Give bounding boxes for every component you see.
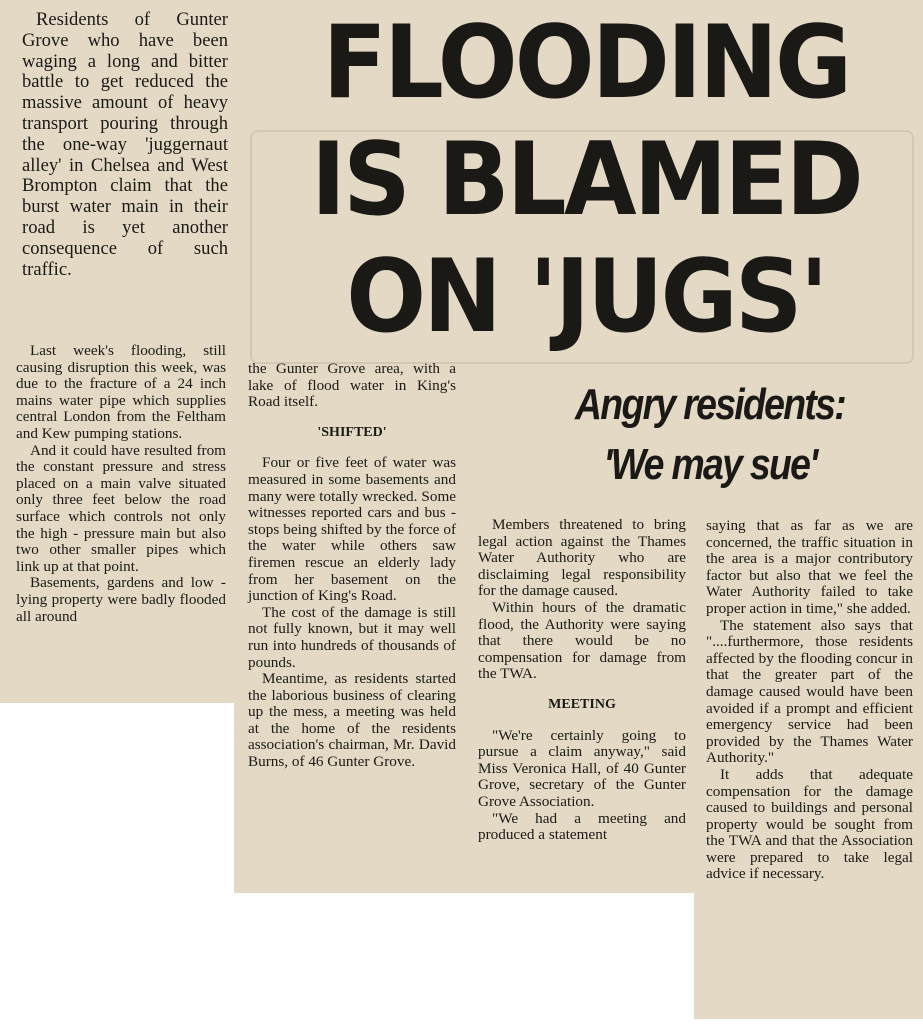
paragraph: Within hours of the dramatic flood, the Authority were saying that there would be no compensation for damage from the TWA.	[478, 598, 686, 683]
headline	[288, 4, 883, 355]
paragraph: "We're certainly going to pursue a claim anyway," said Miss Veronica Hall, of 40 Gunter Grove, secretary of the Gunter Grove Association.	[478, 726, 686, 810]
subheading: 'SHIFTED'	[317, 424, 387, 440]
deck-line: 'We may sue'	[603, 440, 817, 489]
paragraph: The statement also says that "....furthermore, those residents affected by the flooding concur in that the greater part of the damage caused would have been avoided if a prompt and efficient emergency service had been provided by the Thames Water Authority."	[706, 616, 913, 767]
paragraph: And it could have resulted from the constant pressure and stress placed on a main valve situated only three feet below the road surface which controls not only the high - pressure main but also two other smaller pipes which link up at that point.	[16, 441, 226, 575]
column-4	[706, 518, 913, 883]
paragraph: Basements, gardens and low - lying property were badly flooded all around	[16, 574, 226, 625]
column-2	[248, 361, 456, 771]
column-1	[16, 343, 226, 625]
headline-line: FLOODING	[322, 3, 850, 121]
paragraph: Members threatened to bring legal action against the Thames Water Authority who are disclaiming legal responsibility for the damage caused.	[478, 516, 686, 600]
paragraph: Residents of Gunter Grove who have been waging a long and bitter battle to get reduced the massive amount of heavy transport pouring through the one-way 'juggernaut alley' in Chelsea and West Brompton claim that the burst water main in their road is yet another consequence of such traffic.	[22, 9, 228, 280]
headline-line: IS BLAMED	[311, 120, 861, 238]
headline-line: ON 'JUGS'	[346, 237, 826, 355]
paragraph: It adds that adequate compensation for the damage caused to buildings and personal property would be sought from the TWA and that the Association were prepared to take legal advice if necessary.	[706, 765, 913, 883]
paragraph: Four or five feet of water was measured in some basements and many were totally wrecked. Some witnesses reported cars and bus - stops being shifted by the force of the water while others saw firemen rescue an elderly lady from her basement on the junction of King's Road.	[248, 454, 456, 605]
lead-paragraph	[22, 10, 228, 280]
subheading: MEETING	[548, 696, 616, 712]
deck	[549, 375, 872, 495]
paragraph: "We had a meeting and produced a statement	[478, 809, 686, 844]
paragraph: The cost of the damage is still not fully known, but it may well run into hundreds of thousands of pounds.	[248, 603, 456, 671]
paragraph: Last week's flooding, still causing disruption this week, was due to the fracture of a 24 inch mains water pipe which supplies central London from the Feltham and Kew pumping stations.	[16, 342, 226, 442]
paragraph: Meantime, as residents started the laborious business of clearing up the mess, a meeting was held at the home of the residents association's chairman, Mr. David Burns, of 46 Gunter Grove.	[248, 670, 456, 771]
column-3	[478, 517, 686, 844]
paragraph: the Gunter Grove area, with a lake of flood water in King's Road itself.	[248, 360, 456, 411]
paragraph: saying that as far as we are concerned, the traffic situation in the area is a major contributory factor but also that we feel the Water Authority failed to take proper action in time," she added.	[706, 517, 913, 617]
clipping-paper	[694, 893, 923, 1019]
deck-line: Angry residents:	[574, 380, 845, 429]
